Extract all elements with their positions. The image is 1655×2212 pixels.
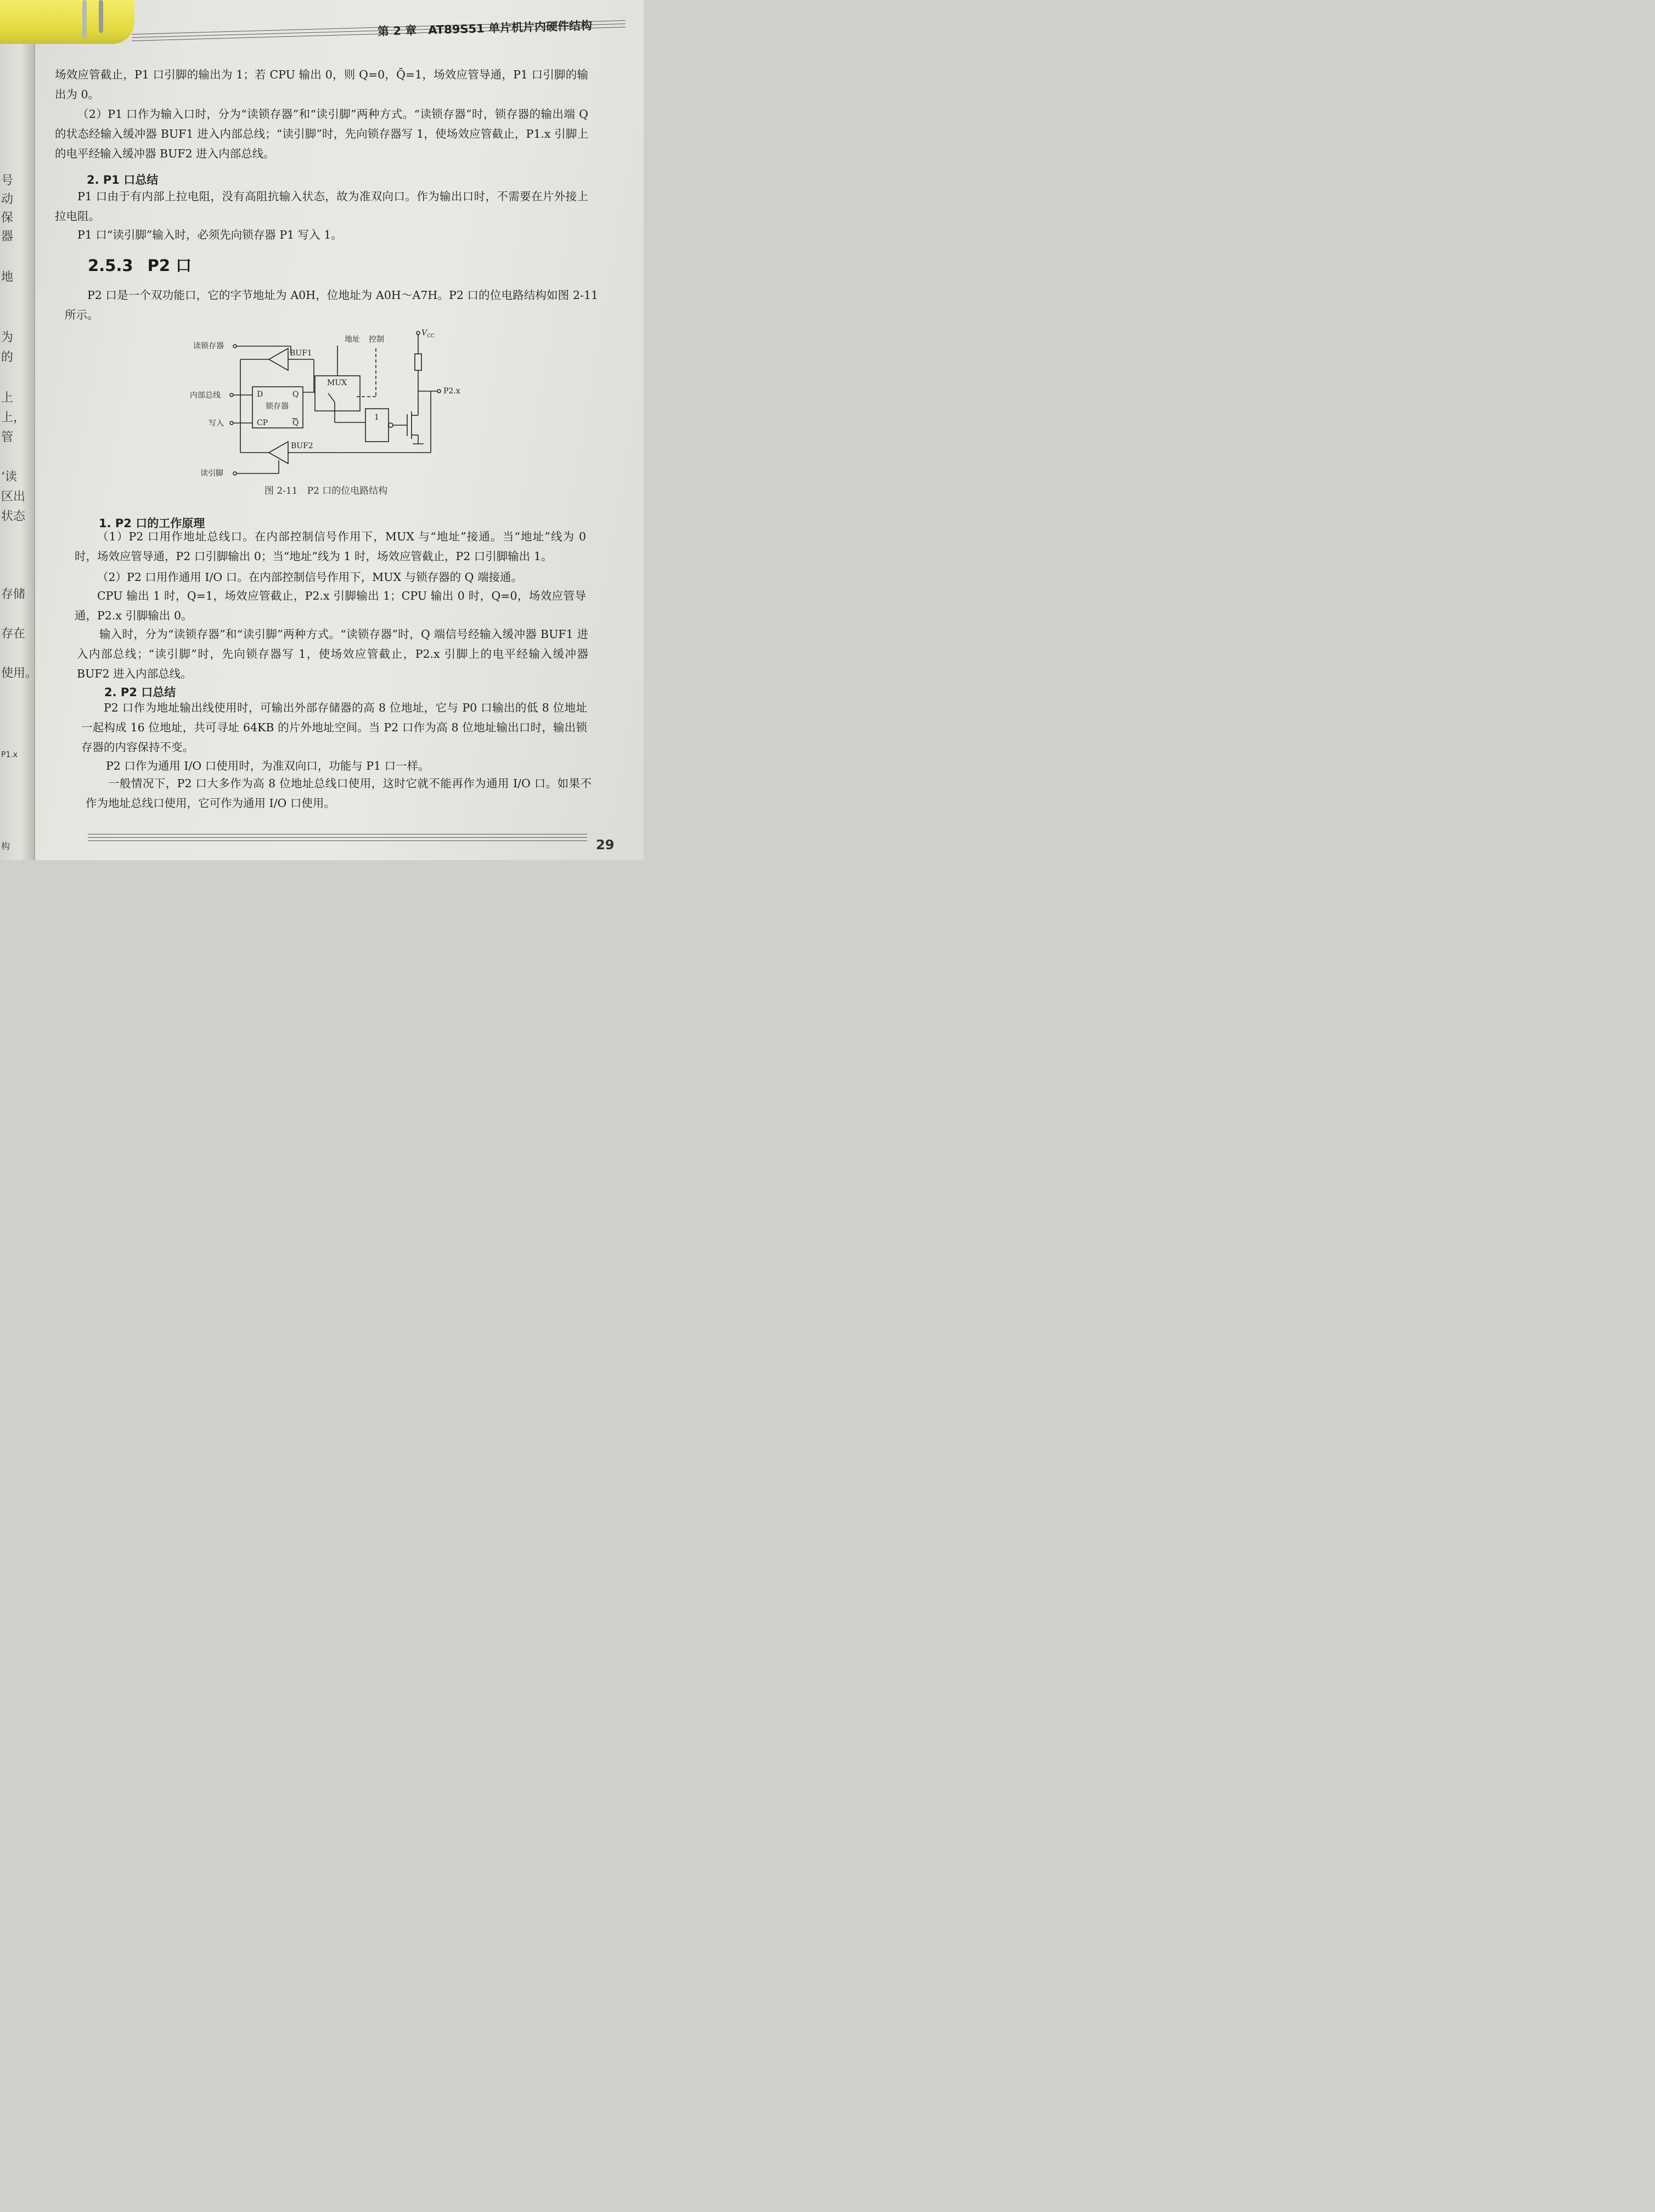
paragraph: （2）P2 口用作通用 I/O 口。在内部控制信号作用下，MUX 与锁存器的 Q 端接通。 xyxy=(97,571,522,584)
internal-bus-terminal xyxy=(230,393,233,397)
write-terminal xyxy=(230,421,233,425)
label-write: 写入 xyxy=(209,419,224,428)
label-control: 控制 xyxy=(369,335,384,344)
left-page-text: 区出 xyxy=(1,490,26,504)
label-latch: 锁存器 xyxy=(266,402,289,411)
left-page-text: P1.x xyxy=(1,751,18,759)
binder-clip-wire xyxy=(99,0,103,33)
left-page-edge xyxy=(0,0,38,860)
left-page-text: 存储 xyxy=(1,588,26,601)
left-page-text: ‘读 xyxy=(1,470,17,484)
left-page-text: 上， xyxy=(1,411,26,425)
binder-clip-wire xyxy=(82,0,87,38)
label-buf1: BUF1 xyxy=(290,349,312,358)
label-d: D xyxy=(257,390,263,399)
section-number: 2.5.3 xyxy=(88,256,133,275)
paragraph: P2 口是一个双功能口，它的字节地址为 A0H，位地址为 A0H～A7H。P2 口的位电路结构如图 2-11 所示。 xyxy=(65,289,598,321)
p2-circuit-diagram xyxy=(181,326,466,480)
read-pin-terminal xyxy=(233,472,237,475)
paragraph: （1）P2 口用作地址总线口。在内部控制信号作用下，MUX 与“地址”接通。当“地址”线为 0 时，场效应管导通，P2 口引脚输出 0；当“地址”线为 1 时，场效应管截止，P2 口引脚输出 1。 xyxy=(75,530,586,563)
paragraph: （2）P1 口作为输入口时，分为“读锁存器”和“读引脚”两种方式。“读锁存器”时，锁存器的输出端 Q 的状态经输入缓冲器 BUF1 进入内部总线；“读引脚”时，先向锁存器写 1，使场效应管截止，P1.x 引脚上的电平经输入缓冲器 BUF2 进入内部总线。 xyxy=(55,108,588,160)
left-page-text: 管 xyxy=(1,431,14,444)
read-latch-terminal xyxy=(233,345,237,348)
page-number: 29 xyxy=(596,837,615,853)
label-cp: CP xyxy=(257,419,268,427)
pullup-resistor xyxy=(415,354,421,370)
label-q: Q xyxy=(292,390,299,399)
label-address: 地址 xyxy=(345,335,360,344)
figure-caption: 图 2-11 P2 口的位电路结构 xyxy=(264,486,388,496)
vcc-terminal xyxy=(416,331,420,335)
left-page-text: 动 xyxy=(1,193,14,206)
label-internal-bus: 内部总线 xyxy=(190,391,221,400)
left-page-text: 为 xyxy=(1,331,14,345)
paragraph: P1 口“读引脚”输入时，必须先向锁存器 P1 写入 1。 xyxy=(77,228,342,241)
paragraph: CPU 输出 1 时，Q=1，场效应管截止，P2.x 引脚输出 1；CPU 输出 0 时，Q=0，场效应管导通，P2.x 引脚输出 0。 xyxy=(75,589,586,622)
label-mux: MUX xyxy=(327,379,347,387)
paragraph: 场效应管截止，P1 口引脚的输出为 1；若 CPU 输出 0，则 Q=0，Q̄=1，场效应管导通，P1 口引脚的输出为 0。 xyxy=(55,68,588,101)
subheading: 1. P2 口的工作原理 xyxy=(99,517,205,530)
binder-clip xyxy=(0,0,134,44)
left-page-text: 地 xyxy=(1,270,14,284)
book-page xyxy=(0,0,644,860)
label-read-latch: 读锁存器 xyxy=(193,342,224,351)
label-vcc-sub: CC xyxy=(427,334,435,339)
paragraph: P2 口作为通用 I/O 口使用时，为准双向口，功能与 P1 口一样。 xyxy=(106,759,430,772)
buf1-triangle xyxy=(269,348,288,370)
label-read-pin: 读引脚 xyxy=(200,469,223,478)
label-inverter: 1 xyxy=(374,413,379,422)
label-p2x: P2.x xyxy=(443,387,460,396)
left-page-text: 存在 xyxy=(1,627,26,641)
label-buf2: BUF2 xyxy=(291,442,313,450)
section-title xyxy=(88,253,206,276)
left-page-text: 器 xyxy=(1,230,14,244)
paragraph: 一般情况下，P2 口大多作为高 8 位地址总线口使用，这时它就不能再作为通用 I/O 口。如果不作为地址总线口使用，它可作为通用 I/O 口使用。 xyxy=(86,777,592,810)
label-vcc: V xyxy=(421,329,427,337)
label-qbar: Q xyxy=(292,419,299,427)
paragraph: 输入时，分为“读锁存器”和“读引脚”两种方式。“读锁存器”时，Q 端信号经输入缓冲器 BUF1 进入内部总线；“读引脚”时，先向锁存器写 1，使场效应管截止，P2.x 引脚上的电平经输入缓冲器 BUF2 进入内部总线。 xyxy=(77,628,588,680)
left-page-text: 号 xyxy=(1,174,14,188)
chapter-header: 第 2 章 AT89S51 单片机片内硬件结构 xyxy=(377,19,593,38)
subheading: 2. P2 口总结 xyxy=(104,686,176,699)
left-page-text: 的 xyxy=(1,351,14,364)
left-page-text: 状态 xyxy=(1,510,26,523)
left-page-text: 构 xyxy=(1,841,10,851)
paragraph: P1 口由于有内部上拉电阻，没有高阻抗输入状态，故为准双向口。作为输出口时，不需要在片外接上拉电阻。 xyxy=(55,190,588,223)
paragraph: P2 口作为地址输出线使用时，可输出外部存储器的高 8 位地址，它与 P0 口输出的低 8 位地址一起构成 16 位地址，共可寻址 64KB 的片外地址空间。当 P2 口作为高 8 位地址输出口时，输出锁存器的内容保持不变。 xyxy=(81,701,587,754)
left-page-text: 保 xyxy=(1,211,14,225)
left-page-text: 使用。 xyxy=(1,667,38,680)
section-name: P2 口 xyxy=(147,256,192,275)
left-page-text: 上 xyxy=(1,391,14,405)
subheading: 2. P1 口总结 xyxy=(87,173,159,187)
footer-rule xyxy=(88,837,587,838)
p2x-pin-terminal xyxy=(437,390,441,393)
footer-rule xyxy=(88,840,587,841)
